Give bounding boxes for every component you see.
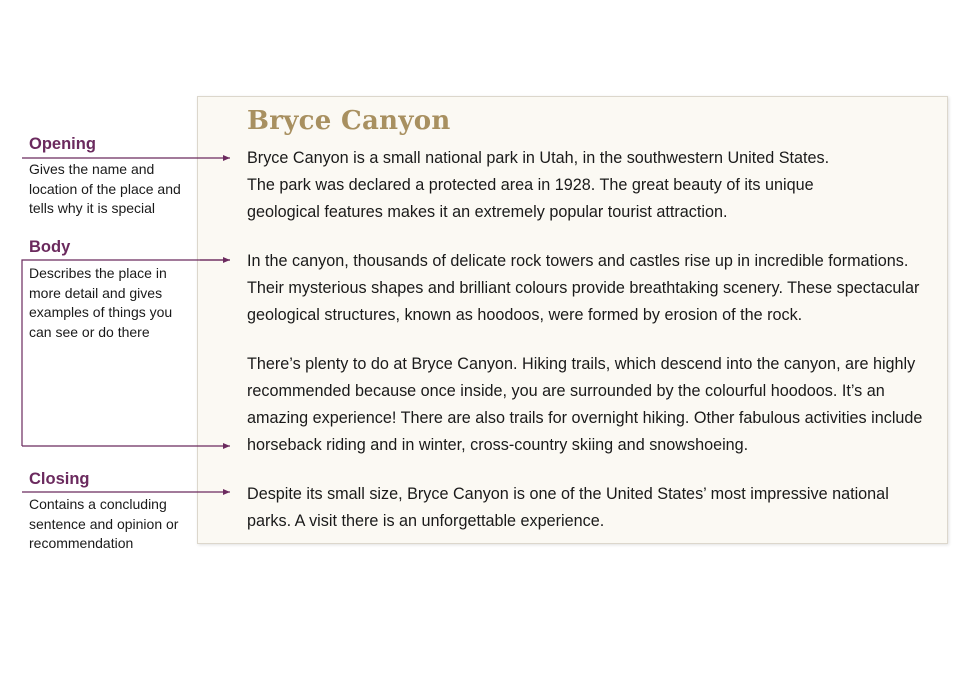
text-line: parks. A visit there is an unforgettable experience. [247, 512, 605, 530]
text-line: location of the place and [29, 180, 181, 197]
text-line: Their mysterious shapes and brilliant colours provide breathtaking scenery. These spectacular [247, 279, 920, 297]
text-line: Gives the name and [29, 161, 155, 177]
text-line: Describes the place in [29, 265, 167, 281]
text-line: geological features makes it an extremely popular tourist attraction. [247, 203, 728, 221]
text-line: recommendation [29, 535, 134, 551]
text-line: horseback riding and in winter, cross-country skiing and snowshoeing. [247, 436, 749, 454]
text-line: geological structures, known as hoodoos, were formed by erosion of the rock. [247, 306, 803, 324]
article-title: Bryce Canyon [247, 106, 451, 136]
text-line: There’s plenty to do at Bryce Canyon. Hiking trails, which descend into the canyon, are highly [247, 355, 916, 373]
annotation-body-heading: Body [29, 238, 71, 256]
text-line: can see or do there [29, 323, 150, 340]
annotation-closing-heading: Closing [29, 470, 90, 488]
text-line: tells why it is special [29, 200, 156, 216]
text-line: In the canyon, thousands of delicate rock towers and castles rise up in incredible formations. [247, 252, 909, 270]
text-line: Bryce Canyon is a small national park in Utah, in the southwestern United States. [247, 149, 830, 167]
text-line: recommended because once inside, you are surrounded by the colourful hoodoos. It’s an [247, 382, 885, 400]
text-line: examples of things you [29, 304, 173, 320]
text-line: sentence and opinion or [29, 515, 179, 532]
annotation-opening-heading: Opening [29, 135, 96, 153]
text-line: Despite its small size, Bryce Canyon is one of the United States’ most impressive national [247, 485, 889, 503]
text-line: The park was declared a protected area in 1928. The great beauty of its unique [247, 176, 814, 194]
text-line: more detail and gives [29, 284, 163, 301]
body-connector-bracket [22, 260, 230, 446]
text-line: amazing experience! There are also trails for overnight hiking. Other fabulous activities include [247, 409, 923, 427]
text-line: Contains a concluding [29, 496, 167, 512]
